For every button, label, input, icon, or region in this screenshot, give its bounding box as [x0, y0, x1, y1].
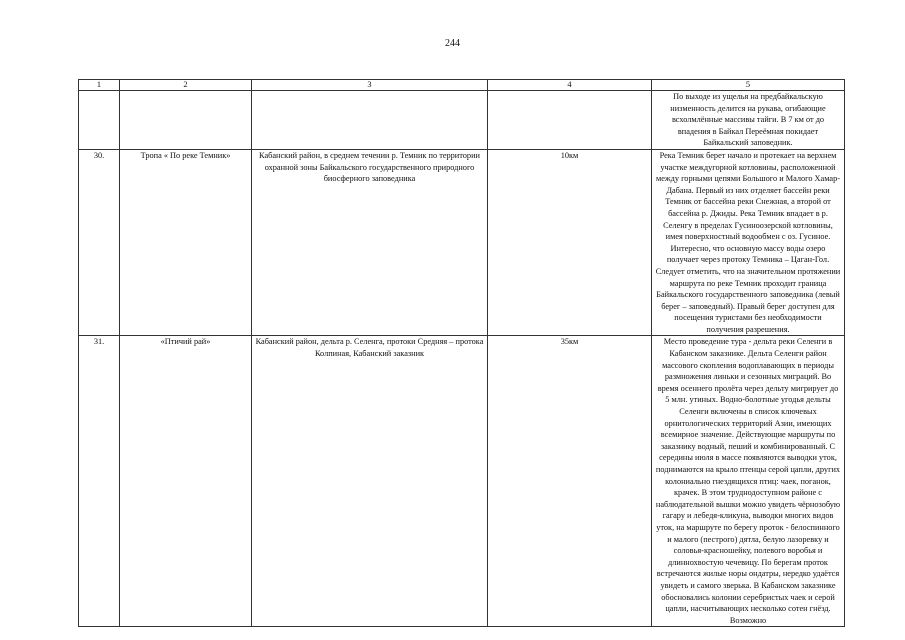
route-description: По выходе из ущелья на предбайкальскую низменность делится на рукава, огибающие всхолмлённые массивы тайги. В 7 км от до впадения в Байкал Переёмная покидает Байкальский заповедник. [652, 91, 845, 150]
table-row [79, 91, 845, 150]
table-row [79, 149, 845, 336]
route-location [252, 91, 488, 150]
route-number [79, 91, 120, 150]
route-length: 35км [488, 336, 652, 627]
table-header-row [79, 80, 845, 91]
tour-routes-table [78, 79, 845, 627]
table-row [79, 336, 845, 627]
page-number: 244 [445, 38, 460, 49]
route-name: «Птичий рай» [120, 336, 252, 627]
route-name: Тропа « По реке Темник» [120, 149, 252, 336]
route-length [488, 91, 652, 150]
route-number: 31. [79, 336, 120, 627]
column-header-5: 5 [652, 80, 845, 91]
column-header-2: 2 [120, 80, 252, 91]
route-description: Место проведение тура - дельта реки Селенги в Кабанском заказнике. Дельта Селенги район массового скопления водоплавающих в периоды размножения линьки и сезонных миграций. Во время осеннего пролёта через дельту мигрирует до 5 млн. утиных. Водно-болотные угодья дельты Селенги включены в список ключевых орнитологических территорий Азии, имеющих всемирное значение. Действующие маршруты по заказнику водный, пеший и комбинированный. С середины июля в массе появляются выводки уток, поднимаются на крыло птенцы серой цапли, других колониально гнездящихся птиц: чаек, поганок, крачек. В этом труднодоступном районе с наблюдательной вышки можно увидеть чёрнозобую гагару и лебедя-кликуна, выводки многих видов уток, на маршруте по берегу проток - белоспинного и малого (пестрого) дятла, белую лазоревку и соловья-красношейку, полевого воробья и длиннохвостую чечевицу. По берегам проток встречаются жилые норы ондатры, нередко удаётся увидеть и самого зверька. В Кабанском заказнике обосновались колонии серебристых чаек и серой цапли, насчитывающих несколько сотен гнёзд. Возможно [652, 336, 845, 627]
route-location: Кабанский район, в среднем течении р. Темник по территории охранной зоны Байкальского государственного природного биосферного заповедника [252, 149, 488, 336]
route-name [120, 91, 252, 150]
column-header-4: 4 [488, 80, 652, 91]
route-length: 10км [488, 149, 652, 336]
column-header-1: 1 [79, 80, 120, 91]
route-location: Кабанский район, дельта р. Селенга, протоки Средняя – протока Колпиная, Кабанский заказник [252, 336, 488, 627]
column-header-3: 3 [252, 80, 488, 91]
route-number: 30. [79, 149, 120, 336]
route-description: Река Темник берет начало и протекает на верхнем участке междугорной котловины, расположенной между горными цепями Большого и Малого Хамар-Дабана. Первый из них отделяет бассейн реки Темник от бассейна реки Снежная, а второй от бассейна р. Джиды. Река Темник впадает в р. Селенгу в пределах Гусиноозерской котловины, имея поверхностный водообмен с оз. Гусиное. Интересно, что основную массу воды озеро получает через протоку Темника – Цаган-Гол. Следует отметить, что на значительном протяжении маршрута по реке Темник проходит граница Байкальского государственного заповедника (левый берег – заповедный). Правый берег доступен для посещения туристами без необходимости получения разрешения. [652, 149, 845, 336]
